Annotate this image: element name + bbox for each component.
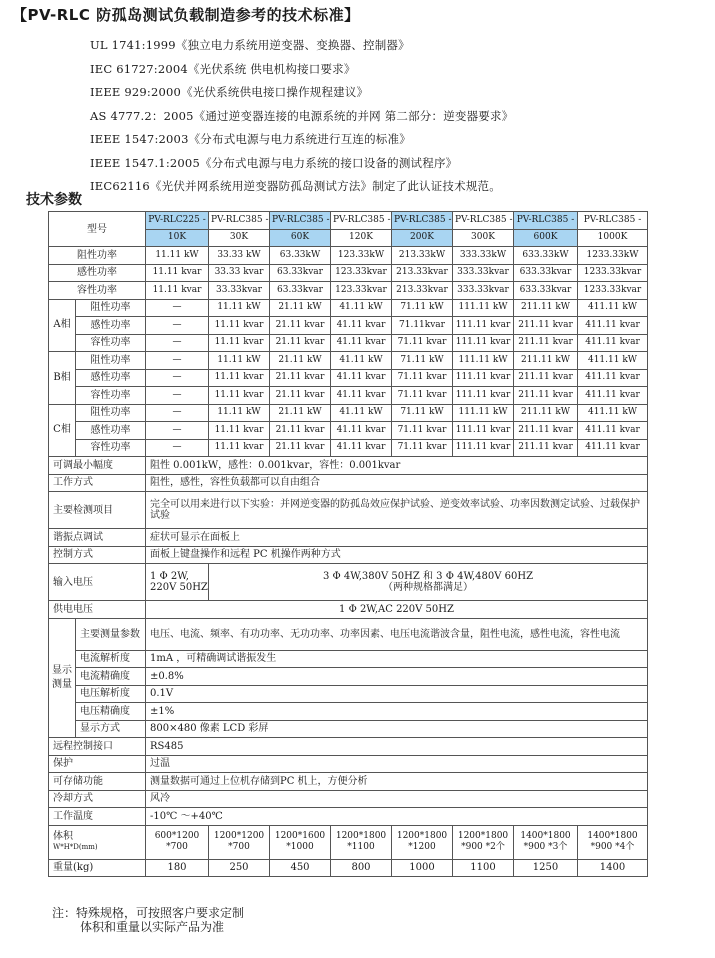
total-power-row [49,247,648,265]
phase-power-value: 411.11 kvar [578,317,648,335]
phase-power-value: 211.11 kvar [514,387,578,405]
power-value: 123.33kW [331,247,392,265]
spec-label: 可存储功能 [49,773,146,791]
model-name-row [49,212,648,230]
document-title: 【PV-RLC 防孤岛测试负载制造参考的技术标准】 [12,6,360,24]
display-row [49,685,648,703]
volume-line-2: *1200 [408,842,436,852]
volume-unit: W*H*D(mm) [53,843,98,851]
volume-value [146,825,209,859]
power-value: 1233.33kvar [578,264,648,282]
spec-value: 面板上键盘操作和远程 PC 机操作两种方式 [146,546,648,564]
volume-line-1: 1200*1800 [396,831,448,841]
power-label: 容性功率 [49,282,146,300]
phase-power-value: 71.11 kW [392,352,453,370]
phase-power-value: — [146,352,209,370]
three-phase-input [209,564,648,601]
phase-row [49,422,648,440]
phase-power-value: 41.11 kW [331,404,392,422]
display-param-value: 0.1V [146,685,648,703]
phase-power-value: 71.11 kvar [392,369,453,387]
three-phase-line-2: （两种规格都满足） [383,582,473,593]
phase-label: C相 [49,404,76,457]
model-size: 600K [514,229,578,247]
phase-power-label: 容性功率 [76,334,146,352]
power-value: 11.11 kvar [146,282,209,300]
spec-label: 远程控制接口 [49,738,146,756]
power-value: 213.33kvar [392,264,453,282]
power-value: 11.11 kW [146,247,209,265]
model-name: PV-RLC385 - [453,212,514,230]
phase-power-label: 容性功率 [76,387,146,405]
phase-power-label: 感性功率 [76,369,146,387]
standard-item: IEEE 929:2000《光伏系统供电接口操作规程建议》 [90,85,369,99]
display-row [49,668,648,686]
model-name: PV-RLC385 - [209,212,270,230]
phase-power-value: — [146,422,209,440]
spec-value: 症状可显示在面板上 [146,529,648,547]
model-name: PV-RLC385 - [331,212,392,230]
phase-power-value: 71.11 kW [392,299,453,317]
spec-table [48,211,648,877]
spec-value: 阻性，感性，容性负载都可以自由组合 [146,474,648,492]
weight-value: 450 [270,859,331,877]
phase-power-value: — [146,317,209,335]
single-phase-line-1: 1 Φ 2W, [150,571,189,582]
phase-power-value: 211.11 kvar [514,334,578,352]
phase-power-label: 阻性功率 [76,299,146,317]
spec-row [49,808,648,826]
supply-voltage-row [49,601,648,619]
phase-power-value: 21.11 kW [270,352,331,370]
phase-power-value: 11.11 kvar [209,369,270,387]
phase-power-value: 41.11 kvar [331,317,392,335]
phase-power-value: 21.11 kW [270,299,331,317]
power-value: 213.33kvar [392,282,453,300]
phase-power-value: 21.11 kvar [270,334,331,352]
power-value: 123.33kvar [331,264,392,282]
power-value: 633.33kW [514,247,578,265]
spec-value: 过温 [146,755,648,773]
phase-power-value: 211.11 kvar [514,422,578,440]
phase-row [49,352,648,370]
display-row [49,618,648,650]
phase-row [49,334,648,352]
phase-power-value: — [146,299,209,317]
standard-item: UL 1741:1999《独立电力系统用逆变器、变换器、控制器》 [90,38,410,52]
volume-row [49,825,648,859]
standard-item: AS 4777.2：2005《通过逆变器连接的电源系统的并网 第二部分：逆变器要求》 [90,108,514,123]
standard-item: IEEE 1547.1:2005《分布式电源与电力系统的接口设备的测试程序》 [90,155,458,170]
model-name: PV-RLC385 - [270,212,331,230]
standard-item: IEC 61727:2004《光伏系统 供电机构接口要求》 [90,61,356,76]
spec-label: 保护 [49,755,146,773]
volume-line-2: *1000 [286,842,314,852]
phase-power-value: 21.11 kW [270,404,331,422]
spec-row [49,738,648,756]
phase-power-value: 71.11 kvar [392,422,453,440]
spec-label: 主要检测项目 [49,492,146,529]
spec-row [49,773,648,791]
phase-power-value: 11.11 kW [209,352,270,370]
phase-power-value: 111.11 kvar [453,422,514,440]
phase-power-value: 411.11 kW [578,352,648,370]
display-param-value: ±0.8% [146,668,648,686]
power-value: 633.33kvar [514,282,578,300]
phase-row [49,439,648,457]
volume-line-2: *1100 [347,842,375,852]
phase-power-value: — [146,369,209,387]
phase-power-value: 211.11 kvar [514,439,578,457]
volume-value [209,825,270,859]
spec-value: 测量数据可通过上位机存储到PC 机上，方便分析 [146,773,648,791]
power-value: 63.33kvar [270,282,331,300]
phase-power-label: 阻性功率 [76,352,146,370]
volume-value [514,825,578,859]
display-param-label: 电压精确度 [76,703,146,721]
power-value: 1233.33kvar [578,282,648,300]
volume-line-1: 1400*1800 [520,831,571,841]
phase-label: B相 [49,352,76,405]
volume-value [270,825,331,859]
phase-power-value: 41.11 kvar [331,422,392,440]
spec-row [49,546,648,564]
power-value: 333.33kvar [453,264,514,282]
model-size: 1000K [578,229,648,247]
weight-value: 800 [331,859,392,877]
power-value: 213.33kW [392,247,453,265]
spec-row [49,790,648,808]
volume-line-1: 1200*1800 [457,831,509,841]
phase-power-value: 11.11 kvar [209,387,270,405]
phase-power-value: 41.11 kvar [331,387,392,405]
spec-row [49,474,648,492]
power-value: 633.33kvar [514,264,578,282]
power-value: 333.33kvar [453,282,514,300]
standard-item: IEEE 1547:2003《分布式电源与电力系统进行互连的标准》 [90,132,411,146]
spec-row [49,457,648,475]
power-label: 感性功率 [49,264,146,282]
phase-power-value: 111.11 kW [453,299,514,317]
phase-power-value: 111.11 kvar [453,369,514,387]
footnote-line-2: 体积和重量以实际产品为准 [80,920,225,934]
power-value: 333.33kW [453,247,514,265]
phase-power-value: 111.11 kvar [453,387,514,405]
phase-power-label: 感性功率 [76,422,146,440]
model-size: 60K [270,229,331,247]
spec-row [49,529,648,547]
volume-value [578,825,648,859]
spec-label: 工作温度 [49,808,146,826]
weight-value: 1400 [578,859,648,877]
phase-power-value: 21.11 kvar [270,317,331,335]
phase-power-value: 21.11 kvar [270,369,331,387]
phase-power-value: — [146,439,209,457]
spec-value: 完全可以用来进行以下实验：并网逆变器的防孤岛效应保护试验、逆变效率试验、功率因数测定试验、过载保护试验 [146,492,648,529]
volume-line-1: 1200*1600 [274,831,326,841]
phase-power-value: 11.11 kvar [209,439,270,457]
display-param-value: 800×480 像素 LCD 彩屏 [146,720,648,738]
phase-row [49,404,648,422]
standard-item: IEC62116《光伏并网系统用逆变器防孤岛测试方法》制定了此认证技术规范。 [90,179,501,193]
power-value: 33.33 kW [209,247,270,265]
weight-row [49,859,648,877]
power-value: 63.33kW [270,247,331,265]
display-param-label: 主要测量参数 [76,618,146,650]
phase-power-label: 容性功率 [76,439,146,457]
phase-power-value: 41.11 kvar [331,439,392,457]
power-value: 123.33kvar [331,282,392,300]
input-voltage-row [49,564,648,601]
total-power-row [49,264,648,282]
phase-power-value: 111.11 kW [453,404,514,422]
phase-power-value: 411.11 kvar [578,334,648,352]
phase-power-value: 211.11 kvar [514,317,578,335]
power-label: 阻性功率 [49,247,146,265]
model-name: PV-RLC225 - [146,212,209,230]
spec-label: 控制方式 [49,546,146,564]
display-param-label: 显示方式 [76,720,146,738]
phase-power-value: 111.11 kvar [453,317,514,335]
phase-power-value: 411.11 kvar [578,387,648,405]
weight-label: 重量(kg) [49,859,146,877]
phase-power-value: 11.11 kW [209,404,270,422]
volume-value [331,825,392,859]
model-size: 120K [331,229,392,247]
power-value: 1233.33kW [578,247,648,265]
single-phase-line-2: 220V 50HZ [150,582,208,593]
model-size: 300K [453,229,514,247]
phase-row [49,299,648,317]
model-name: PV-RLC385 - [578,212,648,230]
phase-power-value: 21.11 kvar [270,422,331,440]
volume-value [453,825,514,859]
single-phase-input [146,564,209,601]
model-size: 30K [209,229,270,247]
phase-power-value: 111.11 kW [453,352,514,370]
display-row [49,703,648,721]
spec-row [49,755,648,773]
phase-power-label: 感性功率 [76,317,146,335]
spec-value: 风冷 [146,790,648,808]
display-param-value: ±1% [146,703,648,721]
total-power-row [49,282,648,300]
spec-label: 冷却方式 [49,790,146,808]
volume-label-cell [49,825,146,859]
power-value: 33.33 kvar [209,264,270,282]
volume-line-1: 1200*1800 [335,831,387,841]
phase-power-value: — [146,404,209,422]
phase-power-value: 11.11 kW [209,299,270,317]
phase-power-value: 41.11 kW [331,352,392,370]
volume-line-1: 1200*1200 [213,831,265,841]
phase-power-value: 71.11 kW [392,404,453,422]
phase-power-value: 21.11 kvar [270,439,331,457]
volume-line-2: *900 *4个 [590,842,635,852]
display-label: 显示测量 [49,618,76,738]
weight-value: 180 [146,859,209,877]
display-param-value: 电压、电流、频率、有功功率、无功功率、功率因素、电压电流谐波含量，阻性电流，感性电流，容性电流 [146,618,648,650]
phase-power-value: 111.11 kvar [453,334,514,352]
volume-line-1: 600*1200 [154,831,200,841]
weight-value: 250 [209,859,270,877]
phase-row [49,387,648,405]
phase-power-value: 211.11 kW [514,299,578,317]
phase-row [49,317,648,335]
power-value: 33.33kvar [209,282,270,300]
volume-line-2: *700 [166,842,188,852]
power-value: 63.33kvar [270,264,331,282]
display-param-label: 电流精确度 [76,668,146,686]
phase-power-value: 11.11 kvar [209,334,270,352]
phase-power-value: 111.11 kvar [453,439,514,457]
model-name: PV-RLC385 - [392,212,453,230]
model-size: 10K [146,229,209,247]
spec-label: 谐振点调试 [49,529,146,547]
display-row [49,650,648,668]
three-phase-line-1: 3 Φ 4W,380V 50HZ 和 3 Φ 4W,480V 60HZ [322,571,534,582]
spec-label: 输入电压 [49,564,146,601]
spec-value: 阻性 0.001kW，感性：0.001kvar，容性：0.001kvar [146,457,648,475]
phase-power-value: — [146,334,209,352]
phase-label: A相 [49,299,76,352]
phase-power-value: 71.11 kvar [392,334,453,352]
volume-label: 体积 [53,831,73,842]
standards-list [90,36,513,201]
weight-value: 1250 [514,859,578,877]
spec-value: RS485 [146,738,648,756]
display-param-label: 电压解析度 [76,685,146,703]
phase-power-value: 411.11 kW [578,299,648,317]
phase-power-value: 41.11 kvar [331,369,392,387]
spec-value: -10℃ ～+40℃ [146,808,648,826]
phase-power-value: 411.11 kvar [578,439,648,457]
spec-value: 1 Φ 2W,AC 220V 50HZ [146,601,648,619]
phase-power-value: 211.11 kW [514,404,578,422]
spec-row [49,492,648,529]
phase-power-value: 411.11 kW [578,404,648,422]
volume-line-1: 1400*1800 [587,831,638,841]
weight-value: 1000 [392,859,453,877]
phase-row [49,369,648,387]
model-name: PV-RLC385 - [514,212,578,230]
phase-power-value: 411.11 kvar [578,422,648,440]
phase-power-value: 41.11 kW [331,299,392,317]
phase-power-value: 41.11 kvar [331,334,392,352]
spec-label: 可调最小幅度 [49,457,146,475]
section-title: 技术参数 [26,192,82,208]
footnote [52,906,244,934]
phase-power-value: 11.11 kvar [209,317,270,335]
phase-power-value: — [146,387,209,405]
model-label: 型号 [49,212,146,247]
phase-power-value: 71.11 kvar [392,387,453,405]
phase-power-value: 21.11 kvar [270,387,331,405]
model-size: 200K [392,229,453,247]
volume-line-2: *900 *2个 [461,842,505,852]
phase-power-value: 211.11 kW [514,352,578,370]
spec-label: 工作方式 [49,474,146,492]
phase-power-value: 211.11 kvar [514,369,578,387]
display-param-value: 1mA ，可精确调试谐振发生 [146,650,648,668]
volume-line-2: *700 [228,842,250,852]
phase-power-value: 11.11 kvar [209,422,270,440]
phase-power-value: 71.11kvar [392,317,453,335]
power-value: 11.11 kvar [146,264,209,282]
phase-power-value: 411.11 kvar [578,369,648,387]
weight-value: 1100 [453,859,514,877]
footnote-line-1: 注：特殊规格，可按照客户要求定制 [52,906,245,920]
spec-label: 供电电压 [49,601,146,619]
display-row [49,720,648,738]
phase-power-label: 阻性功率 [76,404,146,422]
volume-line-2: *900 *3个 [523,842,568,852]
display-param-label: 电流解析度 [76,650,146,668]
phase-power-value: 71.11 kvar [392,439,453,457]
volume-value [392,825,453,859]
